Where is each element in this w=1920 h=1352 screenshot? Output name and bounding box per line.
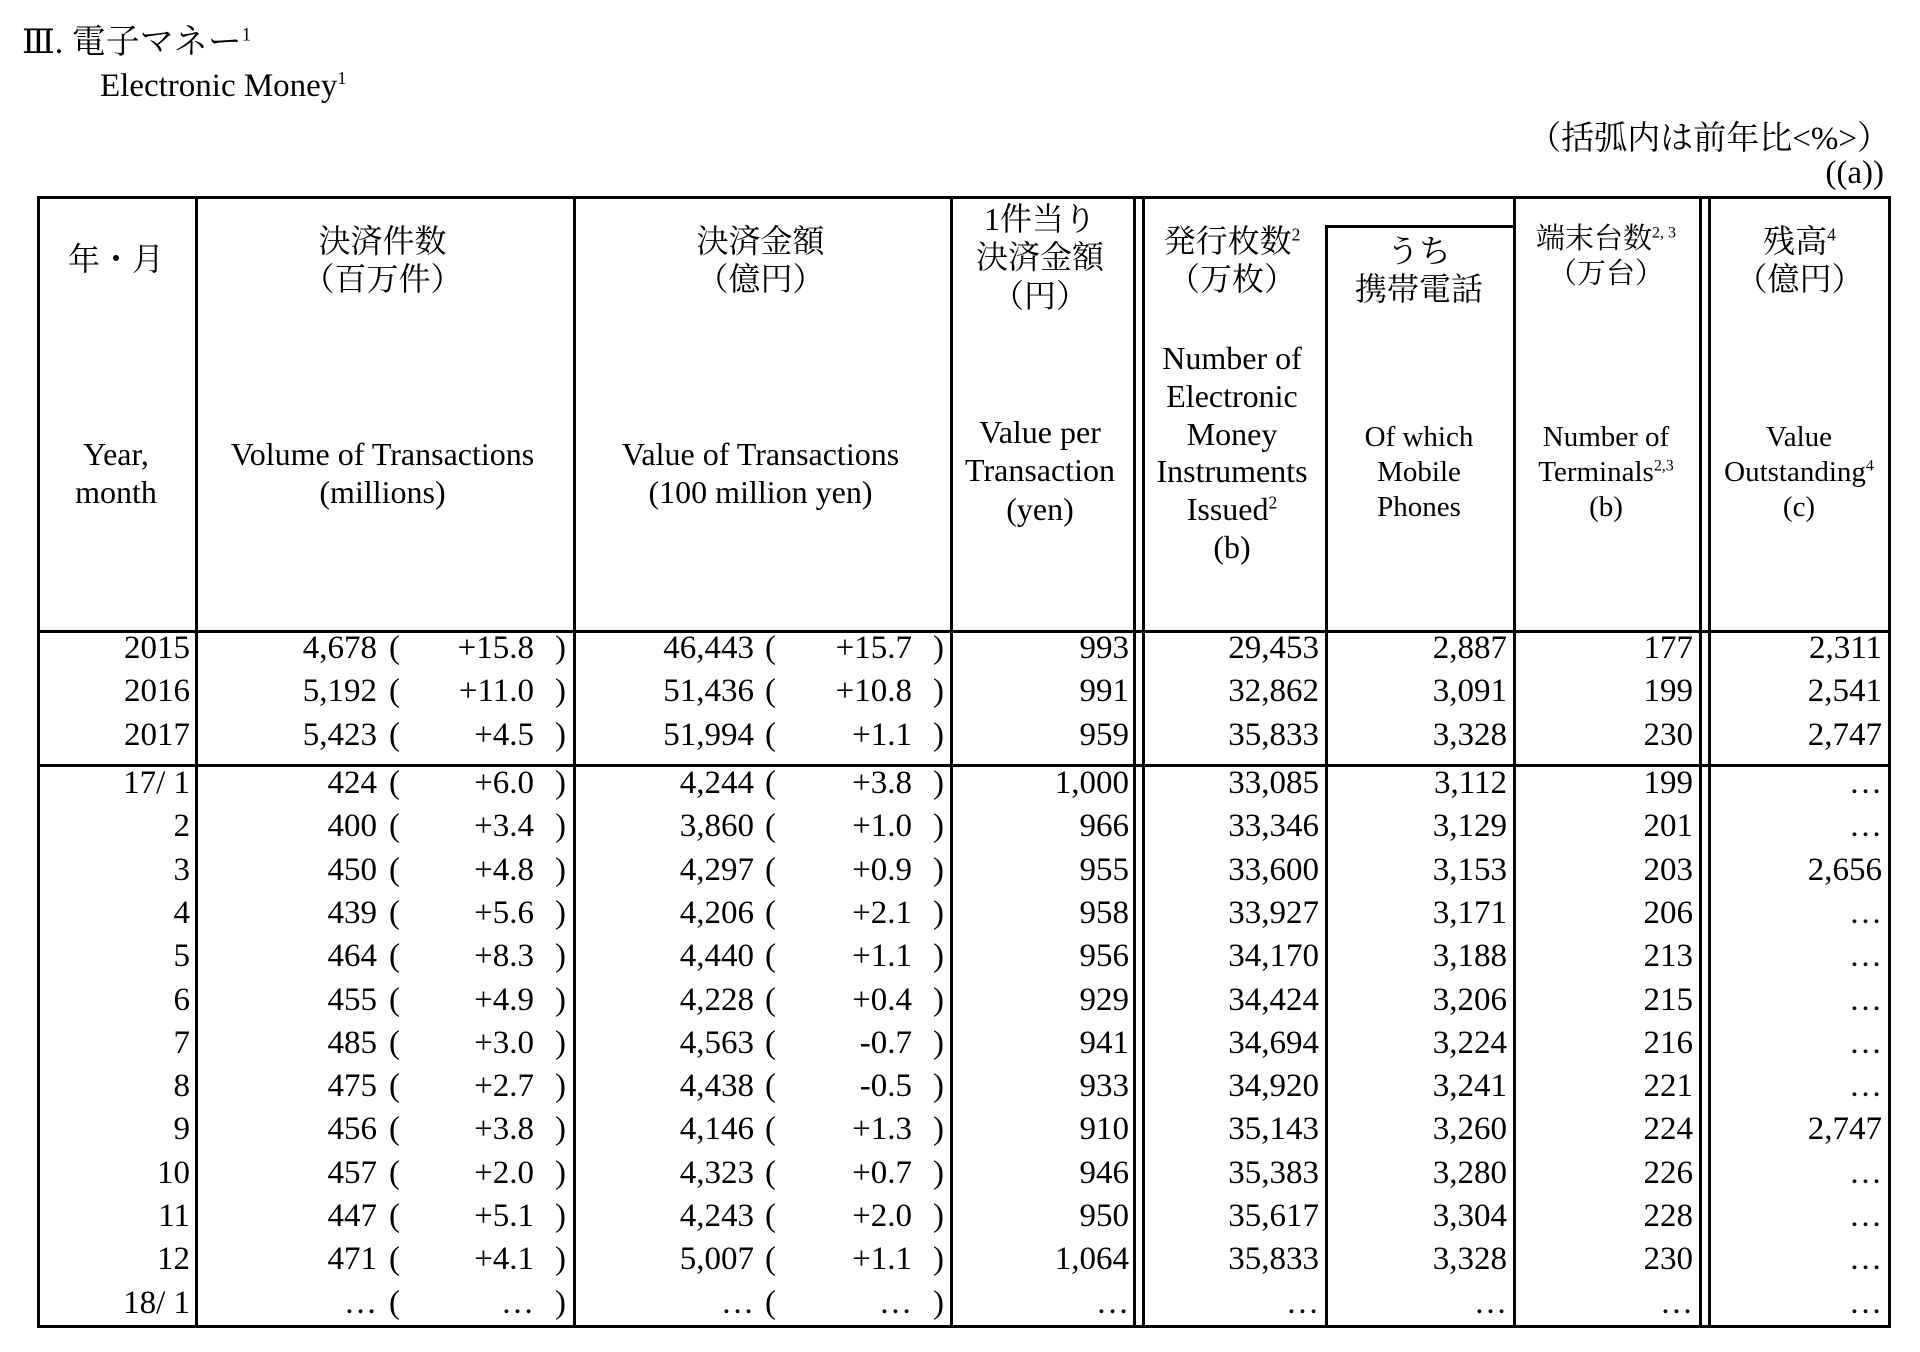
cell-value-per-tx: 941 [1079, 1024, 1129, 1061]
cell-volume-change: … [501, 1284, 534, 1321]
cell-value: 4,146 [679, 1111, 754, 1148]
cell-terminals: 221 [1643, 1068, 1693, 1105]
volume-open-paren: ( [389, 1154, 400, 1191]
volume-open-paren: ( [389, 894, 400, 931]
cell-mobile: 2,887 [1432, 630, 1507, 666]
cell-terminals: 230 [1643, 1241, 1693, 1278]
header-per-tx-en: Value per Transaction (yen) [965, 414, 1115, 527]
mobile-header-top-rule [1325, 225, 1516, 228]
volume-close-paren: ) [555, 851, 566, 888]
cell-value-change: +1.3 [852, 1111, 912, 1148]
table-row [37, 1155, 1891, 1198]
cell-outstanding: 2,747 [1807, 1111, 1882, 1148]
header-year-month-en: Year, month [75, 436, 157, 511]
value-open-paren: ( [765, 630, 776, 666]
cell-terminals: 213 [1643, 938, 1693, 975]
volume-open-paren: ( [389, 1068, 400, 1105]
cell-value: … [721, 1284, 754, 1321]
cell-value: 46,443 [663, 630, 754, 666]
cell-outstanding: 2,311 [1808, 630, 1882, 666]
table-row [37, 1241, 1891, 1284]
volume-open-paren: ( [389, 673, 400, 710]
header-terminals-jp: 端末台数$^{2, 3}$ （万台） [1536, 223, 1676, 290]
volume-open-paren: ( [389, 1241, 400, 1278]
cell-value-change: +3.8 [852, 765, 912, 801]
cell-issued: 34,694 [1228, 1024, 1319, 1061]
volume-close-paren: ) [555, 1241, 566, 1278]
cell-value-per-tx: 955 [1079, 851, 1129, 888]
cell-volume: 485 [327, 1024, 377, 1061]
table-row [37, 765, 1891, 808]
cell-volume: 464 [327, 938, 377, 975]
value-close-paren: ) [933, 630, 944, 666]
cell-mobile: 3,328 [1432, 716, 1507, 753]
volume-close-paren: ) [555, 938, 566, 975]
cell-value-change: +1.0 [852, 808, 912, 845]
cell-value-per-tx: 959 [1079, 716, 1129, 753]
cell-issued: 35,143 [1228, 1111, 1319, 1148]
cell-volume: 475 [327, 1068, 377, 1105]
cell-volume-change: +4.1 [474, 1241, 534, 1278]
table-row [37, 852, 1891, 895]
cell-volume: 424 [327, 765, 377, 801]
header-per-tx-jp: 1件当り 決済金額 （円） [975, 201, 1104, 314]
volume-close-paren: ) [555, 1111, 566, 1148]
value-open-paren: ( [765, 938, 776, 975]
value-open-paren: ( [765, 716, 776, 753]
cell-value-per-tx: 991 [1079, 673, 1129, 710]
volume-open-paren: ( [389, 1024, 400, 1061]
table-row [37, 673, 1891, 716]
cell-outstanding: … [1849, 1154, 1882, 1191]
table-row [37, 982, 1891, 1025]
value-close-paren: ) [933, 1198, 944, 1234]
cell-value-per-tx: 950 [1079, 1198, 1129, 1234]
cell-volume: 4,678 [302, 630, 377, 666]
cell-outstanding: … [1849, 1198, 1882, 1234]
volume-close-paren: ) [555, 1024, 566, 1061]
cell-value: 4,297 [679, 851, 754, 888]
table-row [37, 1068, 1891, 1111]
cell-value-change: +10.8 [835, 673, 912, 710]
table-row [37, 1285, 1891, 1328]
cell-volume: … [344, 1284, 377, 1321]
table-row [37, 895, 1891, 938]
cell-value-per-tx: 946 [1079, 1154, 1129, 1191]
cell-value: 4,440 [679, 938, 754, 975]
cell-volume: 457 [327, 1154, 377, 1191]
cell-value-per-tx: 966 [1079, 808, 1129, 845]
cell-terminals: 226 [1643, 1154, 1693, 1191]
volume-close-paren: ) [555, 1198, 566, 1234]
volume-close-paren: ) [555, 765, 566, 801]
volume-open-paren: ( [389, 981, 400, 1018]
cell-issued: 35,617 [1228, 1198, 1319, 1234]
volume-close-paren: ) [555, 716, 566, 753]
cell-outstanding: … [1849, 1284, 1882, 1321]
cell-value: 4,323 [679, 1154, 754, 1191]
cell-value: 4,243 [679, 1198, 754, 1234]
value-open-paren: ( [765, 1198, 776, 1234]
cell-value-per-tx: 1,064 [1054, 1241, 1129, 1278]
cell-value-per-tx: 956 [1079, 938, 1129, 975]
volume-open-paren: ( [389, 1198, 400, 1234]
cell-period: 3 [173, 851, 190, 888]
page-title-japanese [22, 14, 251, 63]
cell-volume-change: +11.0 [458, 673, 534, 710]
cell-value-change: +0.9 [852, 851, 912, 888]
table-row [37, 808, 1891, 851]
cell-volume: 471 [327, 1241, 377, 1278]
cell-volume-change: +15.8 [457, 630, 534, 666]
volume-open-paren: ( [389, 765, 400, 801]
cell-volume: 455 [327, 981, 377, 1018]
cell-value-per-tx: 929 [1079, 981, 1129, 1018]
cell-volume-change: +4.9 [474, 981, 534, 1018]
value-close-paren: ) [933, 716, 944, 753]
value-close-paren: ) [933, 765, 944, 801]
value-open-paren: ( [765, 1024, 776, 1061]
cell-issued: 35,833 [1228, 1241, 1319, 1278]
cell-value-per-tx: 993 [1079, 630, 1129, 666]
header-year-month-jp: 年・月 [67, 241, 164, 277]
table-row [37, 717, 1891, 760]
volume-close-paren: ) [555, 1154, 566, 1191]
cell-issued: 35,833 [1228, 716, 1319, 753]
cell-issued: … [1286, 1284, 1319, 1321]
cell-value-change: +0.7 [852, 1154, 912, 1191]
cell-volume-change: +2.7 [474, 1068, 534, 1105]
cell-period: 12 [157, 1241, 190, 1278]
cell-volume: 5,423 [302, 716, 377, 753]
cell-terminals: 203 [1643, 851, 1693, 888]
header-volume-en: Volume of Transactions (millions) [230, 436, 535, 511]
cell-value-per-tx: … [1096, 1284, 1129, 1321]
volume-close-paren: ) [555, 981, 566, 1018]
table-row [37, 1198, 1891, 1241]
cell-issued: 35,383 [1228, 1154, 1319, 1191]
cell-terminals: 206 [1643, 894, 1693, 931]
value-open-paren: ( [765, 1284, 776, 1321]
cell-outstanding: … [1849, 894, 1882, 931]
cell-value-per-tx: 1,000 [1054, 765, 1129, 801]
cell-mobile: 3,112 [1433, 765, 1507, 801]
table-row [37, 630, 1891, 673]
value-open-paren: ( [765, 1068, 776, 1105]
header-mobile-en: Of which Mobile Phones [1364, 421, 1474, 523]
title-en-text: Electronic Money [100, 68, 338, 104]
value-close-paren: ) [933, 851, 944, 888]
cell-volume: 439 [327, 894, 377, 931]
cell-mobile: 3,241 [1432, 1068, 1507, 1105]
cell-period: 2015 [124, 630, 190, 666]
value-open-paren: ( [765, 673, 776, 710]
cell-value: 51,994 [663, 716, 754, 753]
cell-issued: 34,424 [1228, 981, 1319, 1018]
volume-close-paren: ) [555, 630, 566, 666]
cell-value: 4,244 [679, 765, 754, 801]
cell-value-per-tx: 958 [1079, 894, 1129, 931]
volume-open-paren: ( [389, 851, 400, 888]
cell-issued: 33,927 [1228, 894, 1319, 931]
table-row [37, 938, 1891, 981]
cell-outstanding: 2,541 [1807, 673, 1882, 710]
cell-value-change: +1.1 [852, 1241, 912, 1278]
cell-issued: 34,170 [1228, 938, 1319, 975]
cell-outstanding: … [1849, 1068, 1882, 1105]
cell-value: 4,438 [679, 1068, 754, 1105]
cell-volume-change: +3.8 [474, 1111, 534, 1148]
cell-value: 4,563 [679, 1024, 754, 1061]
cell-period: 9 [173, 1111, 190, 1148]
header-volume-jp: 決済件数 （百万件） [302, 223, 463, 298]
header-value-jp: 決済金額 （億円） [696, 223, 825, 298]
title-jp-text: 電子マネー [71, 24, 242, 61]
cell-issued: 34,920 [1228, 1068, 1319, 1105]
cell-outstanding: … [1849, 765, 1882, 801]
cell-terminals: 199 [1643, 765, 1693, 801]
cell-mobile: 3,188 [1432, 938, 1507, 975]
volume-open-paren: ( [389, 630, 400, 666]
percent-change-note: （括弧内は前年比<%>） [1528, 121, 1890, 157]
cell-outstanding: … [1849, 1241, 1882, 1278]
volume-close-paren: ) [555, 1068, 566, 1105]
header-outstanding-en: Value Outstanding$^4$ (c) [1724, 421, 1874, 523]
value-open-paren: ( [765, 894, 776, 931]
page-title-english [100, 68, 346, 105]
cell-mobile: 3,328 [1432, 1241, 1507, 1278]
cell-mobile: 3,224 [1432, 1024, 1507, 1061]
volume-open-paren: ( [389, 1284, 400, 1321]
cell-mobile: 3,171 [1432, 894, 1507, 931]
cell-mobile: 3,206 [1432, 981, 1507, 1018]
volume-close-paren: ) [555, 808, 566, 845]
cell-volume-change: +5.6 [474, 894, 534, 931]
value-open-paren: ( [765, 1111, 776, 1148]
cell-value-change: -0.5 [859, 1068, 912, 1105]
cell-value-change: -0.7 [859, 1024, 912, 1061]
cell-period: 10 [157, 1154, 190, 1191]
value-open-paren: ( [765, 765, 776, 801]
cell-value: 4,228 [679, 981, 754, 1018]
cell-mobile: 3,153 [1432, 851, 1507, 888]
value-open-paren: ( [765, 1154, 776, 1191]
value-open-paren: ( [765, 1241, 776, 1278]
cell-value-change: +2.0 [852, 1198, 912, 1234]
volume-open-paren: ( [389, 938, 400, 975]
cell-period: 17/ 1 [123, 765, 190, 801]
value-close-paren: ) [933, 894, 944, 931]
cell-period: 8 [173, 1068, 190, 1105]
cell-issued: 33,600 [1228, 851, 1319, 888]
value-open-paren: ( [765, 981, 776, 1018]
cell-outstanding: … [1849, 1024, 1882, 1061]
value-open-paren: ( [765, 808, 776, 845]
value-close-paren: ) [933, 938, 944, 975]
header-outstanding-jp: 残高$^4$ （億円） [1735, 223, 1864, 298]
volume-open-paren: ( [389, 1111, 400, 1148]
cell-outstanding: 2,656 [1807, 851, 1882, 888]
volume-close-paren: ) [555, 673, 566, 710]
table-reference-label: ((a)) [1825, 155, 1884, 191]
volume-open-paren: ( [389, 808, 400, 845]
cell-volume-change: +5.1 [474, 1198, 534, 1234]
cell-issued: 33,346 [1228, 808, 1319, 845]
cell-value: 4,206 [679, 894, 754, 931]
cell-value-per-tx: 933 [1079, 1068, 1129, 1105]
volume-close-paren: ) [555, 894, 566, 931]
cell-period: 18/ 1 [123, 1284, 190, 1321]
cell-value-change: … [879, 1284, 912, 1321]
cell-terminals: 199 [1643, 673, 1693, 710]
title-en-footnote: 1 [337, 68, 347, 88]
table-row [37, 1111, 1891, 1154]
cell-volume-change: +8.3 [474, 938, 534, 975]
cell-value-per-tx: 910 [1079, 1111, 1129, 1148]
value-close-paren: ) [933, 1284, 944, 1321]
cell-value: 51,436 [663, 673, 754, 710]
value-close-paren: ) [933, 981, 944, 1018]
cell-mobile: 3,260 [1432, 1111, 1507, 1148]
cell-volume: 450 [327, 851, 377, 888]
cell-volume-change: +2.0 [474, 1154, 534, 1191]
cell-volume-change: +4.8 [474, 851, 534, 888]
cell-terminals: 216 [1643, 1024, 1693, 1061]
cell-terminals: 228 [1643, 1198, 1693, 1234]
cell-terminals: 201 [1643, 808, 1693, 845]
value-close-paren: ) [933, 1241, 944, 1278]
cell-volume: 456 [327, 1111, 377, 1148]
cell-value: 5,007 [679, 1241, 754, 1278]
value-close-paren: ) [933, 673, 944, 710]
cell-volume-change: +3.0 [474, 1024, 534, 1061]
header-mobile-jp: うち 携帯電話 [1354, 233, 1483, 308]
cell-period: 6 [173, 981, 190, 1018]
value-close-paren: ) [933, 1111, 944, 1148]
cell-issued: 32,862 [1228, 673, 1319, 710]
cell-outstanding: … [1849, 938, 1882, 975]
header-issued-jp: 発行枚数$^2$ （万枚） [1163, 223, 1301, 298]
cell-outstanding: … [1849, 808, 1882, 845]
cell-volume: 400 [327, 808, 377, 845]
cell-terminals: 177 [1643, 630, 1693, 666]
cell-period: 2 [173, 808, 190, 845]
cell-period: 5 [173, 938, 190, 975]
cell-outstanding: 2,747 [1807, 716, 1882, 753]
cell-period: 7 [173, 1024, 190, 1061]
cell-issued: 29,453 [1228, 630, 1319, 666]
cell-terminals: 224 [1643, 1111, 1693, 1148]
title-jp-footnote: 1 [241, 24, 252, 46]
header-value-en: Value of Transactions (100 million yen) [621, 436, 900, 511]
cell-value-change: +2.1 [852, 894, 912, 931]
cell-mobile: 3,304 [1432, 1198, 1507, 1234]
value-close-paren: ) [933, 1154, 944, 1191]
cell-value: 3,860 [679, 808, 754, 845]
cell-volume: 447 [327, 1198, 377, 1234]
cell-value-change: +0.4 [852, 981, 912, 1018]
cell-volume: 5,192 [302, 673, 377, 710]
title-prefix: Ⅲ. [22, 24, 64, 61]
cell-mobile: 3,129 [1432, 808, 1507, 845]
cell-period: 2017 [124, 716, 190, 753]
cell-value-change: +1.1 [852, 716, 912, 753]
cell-volume-change: +6.0 [474, 765, 534, 801]
cell-value-change: +15.7 [835, 630, 912, 666]
cell-period: 4 [173, 894, 190, 931]
value-close-paren: ) [933, 1024, 944, 1061]
cell-terminals: 215 [1643, 981, 1693, 1018]
header-issued-en: Number of Electronic Money Instruments Issued$^2$ (b) [1156, 340, 1308, 565]
volume-close-paren: ) [555, 1284, 566, 1321]
value-close-paren: ) [933, 1068, 944, 1105]
value-open-paren: ( [765, 851, 776, 888]
cell-volume-change: +3.4 [474, 808, 534, 845]
cell-volume-change: +4.5 [474, 716, 534, 753]
volume-open-paren: ( [389, 716, 400, 753]
cell-terminals: … [1660, 1284, 1693, 1321]
cell-terminals: 230 [1643, 716, 1693, 753]
cell-issued: 33,085 [1228, 765, 1319, 801]
cell-mobile: … [1474, 1284, 1507, 1321]
cell-mobile: 3,280 [1432, 1154, 1507, 1191]
header-terminals-en: Number of Terminals$^{2,3}$ (b) [1538, 421, 1674, 523]
value-close-paren: ) [933, 808, 944, 845]
cell-outstanding: … [1849, 981, 1882, 1018]
cell-mobile: 3,091 [1432, 673, 1507, 710]
cell-period: 11 [158, 1198, 190, 1234]
cell-value-change: +1.1 [852, 938, 912, 975]
cell-period: 2016 [124, 673, 190, 710]
table-row [37, 1025, 1891, 1068]
